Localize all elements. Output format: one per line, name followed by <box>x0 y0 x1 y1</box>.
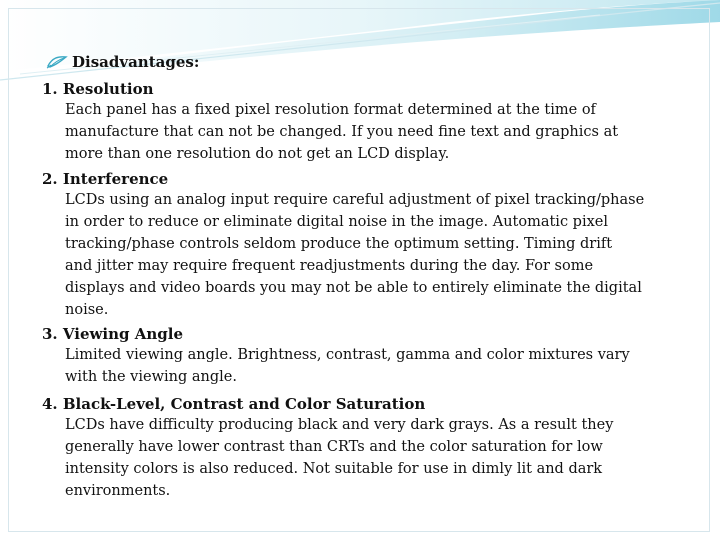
body-line: manufacture that can not be changed. If you need fine text and graphics at <box>65 124 619 140</box>
body-line: intensity colors is also reduced. Not suitable for use in dimly lit and dark <box>65 461 603 477</box>
body-line: in order to reduce or eliminate digital noise in the image. Automatic pixel <box>65 214 608 230</box>
body-line: generally have lower contrast than CRTs and the color saturation for low <box>65 439 603 455</box>
section-body <box>42 189 675 321</box>
section-viewing-angle <box>42 324 682 388</box>
body-line: and jitter may require frequent readjustments during the day. For some <box>65 258 594 274</box>
section-black-level <box>42 394 682 502</box>
body-line: Limited viewing angle. Brightness, contrast, gamma and color mixtures vary <box>65 347 630 363</box>
body-line: with the viewing angle. <box>65 369 237 385</box>
body-line: displays and video boards you may not be able to entirely eliminate the digital <box>65 280 642 296</box>
section-interference <box>42 169 682 321</box>
section-body <box>42 414 675 502</box>
disadvantages-heading <box>46 52 199 72</box>
section-resolution <box>42 79 682 165</box>
body-line: Each panel has a fixed pixel resolution format determined at the time of <box>65 102 596 118</box>
heading-text: Disadvantages: <box>72 53 200 71</box>
section-title: 3. Viewing Angle <box>42 325 183 343</box>
body-line: more than one resolution do not get an LCD display. <box>65 146 450 162</box>
section-title: 1. Resolution <box>42 80 154 98</box>
section-body <box>42 344 675 388</box>
section-title: 2. Interference <box>42 170 169 188</box>
body-line: LCDs have difficulty producing black and very dark grays. As a result they <box>65 417 614 433</box>
section-title: 4. Black-Level, Contrast and Color Saturation <box>42 395 426 413</box>
body-line: noise. <box>65 302 109 318</box>
body-line: environments. <box>65 483 171 499</box>
body-line: LCDs using an analog input require careful adjustment of pixel tracking/phase <box>65 192 645 208</box>
section-body <box>42 99 675 165</box>
body-line: tracking/phase controls seldom produce the optimum setting. Timing drift <box>65 236 613 252</box>
leaf-bullet-icon <box>46 54 68 70</box>
